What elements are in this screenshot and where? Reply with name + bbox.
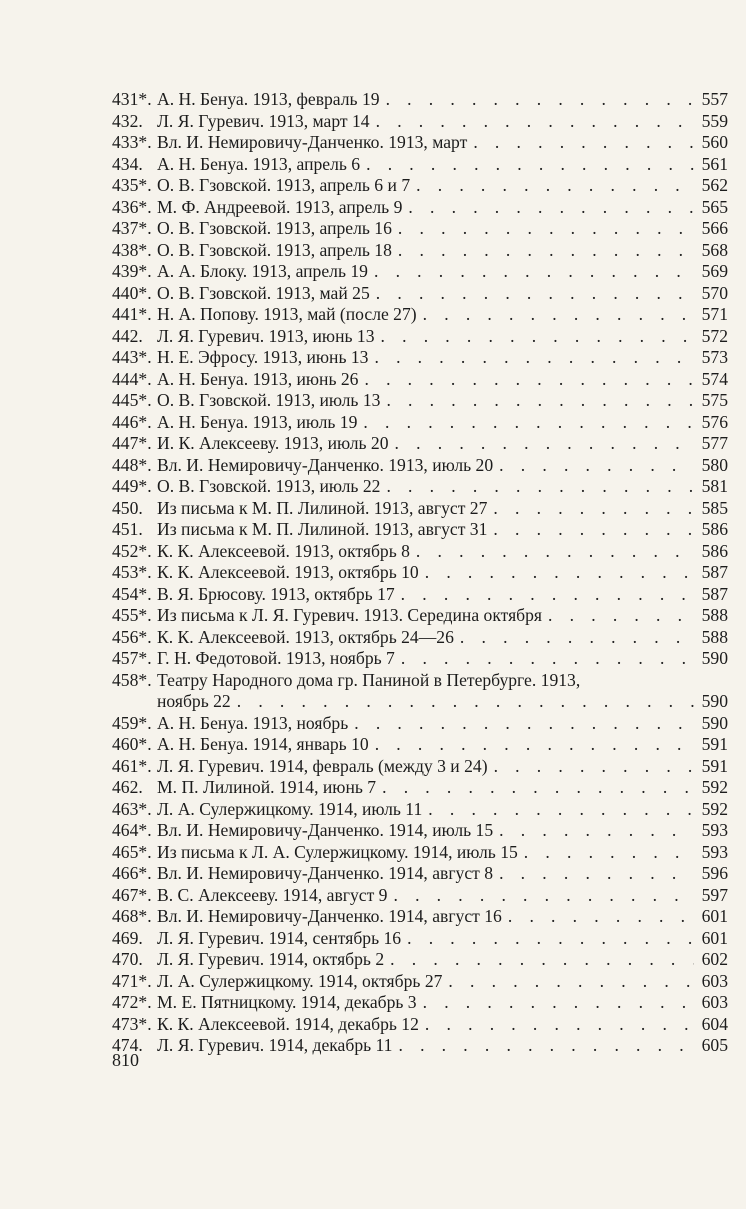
toc-entry xyxy=(112,541,728,563)
toc-entry xyxy=(112,433,728,455)
leader-dots xyxy=(467,132,694,154)
entry-page: 575 xyxy=(701,390,728,410)
entry-page: 603 xyxy=(701,992,728,1012)
leader-dots xyxy=(417,992,694,1014)
entry-text: К. К. Алексеевой. 1913, октябрь 8 xyxy=(157,540,410,561)
leader-dots xyxy=(422,799,694,821)
entry-text: О. В. Гзовской. 1913, апрель 6 и 7 xyxy=(157,175,411,195)
entry-page: 587 xyxy=(701,562,728,582)
entry-text: Н. А. Попову. 1913, май (после 27) xyxy=(157,304,417,324)
leader-dots xyxy=(387,885,694,907)
entry-text: Из письма к Л. Я. Гуревич. 1913. Середина октября xyxy=(157,605,543,625)
toc-entry xyxy=(112,111,728,133)
leader-dots xyxy=(380,390,694,412)
entry-text: М. Ф. Андреевой. 1913, апрель 9 xyxy=(157,196,403,217)
leader-dots xyxy=(419,562,694,584)
entry-text: Л. Я. Гуревич. 1914, сентябрь 16 xyxy=(157,927,402,948)
toc-entry xyxy=(112,885,728,907)
entry-page: 566 xyxy=(701,218,728,238)
entry-text: А. Н. Бенуа. 1913, июнь 26 xyxy=(157,368,359,389)
entry-page: 602 xyxy=(701,949,728,969)
entry-number: 440*. xyxy=(112,282,152,303)
entry-text: В. Я. Брюсову. 1913, октябрь 17 xyxy=(157,583,395,604)
entry-body xyxy=(157,326,694,348)
entry-text: О. В. Гзовской. 1913, июль 22 xyxy=(157,476,381,496)
entry-page: 590 xyxy=(701,691,728,711)
entry-number: 456*. xyxy=(112,626,152,647)
leader-dots xyxy=(375,326,694,348)
entry-number: 443*. xyxy=(112,347,152,367)
toc-entry-multiline xyxy=(112,670,728,713)
entry-text: А. Н. Бенуа. 1913, июль 19 xyxy=(157,411,358,432)
entry-text: Вл. И. Немировичу-Данченко. 1914, июль 15 xyxy=(157,820,494,840)
entry-text-line2: ноябрь 22 xyxy=(157,691,231,711)
entry-body xyxy=(157,111,694,133)
entry-number: 447*. xyxy=(112,433,152,453)
entry-page: 603 xyxy=(701,970,728,991)
toc-entry xyxy=(112,283,728,305)
entry-page: 593 xyxy=(701,820,728,840)
leader-dots xyxy=(392,240,694,262)
entry-body xyxy=(157,605,694,627)
entry-number: 435*. xyxy=(112,175,152,195)
leader-dots xyxy=(380,89,694,111)
entry-body xyxy=(157,261,694,283)
entry-page: 601 xyxy=(701,927,728,948)
toc-entry xyxy=(112,240,728,262)
entry-number: 474. xyxy=(112,1035,143,1055)
entry-body xyxy=(157,562,694,584)
entry-text: К. К. Алексеевой. 1913, октябрь 24—26 xyxy=(157,626,454,647)
entry-page: 565 xyxy=(701,196,728,217)
entries-list-2 xyxy=(112,713,728,1057)
entry-body xyxy=(157,304,694,326)
entry-text: О. В. Гзовской. 1913, май 25 xyxy=(157,282,370,303)
entries-list xyxy=(112,89,728,670)
entry-page: 581 xyxy=(701,476,728,496)
entry-body xyxy=(157,369,694,391)
entry-body xyxy=(157,863,694,885)
leader-dots xyxy=(487,498,694,520)
entry-body xyxy=(157,885,694,907)
entry-page: 605 xyxy=(701,1035,728,1055)
entry-page: 573 xyxy=(701,347,728,367)
leader-dots xyxy=(402,197,694,219)
entry-body xyxy=(157,648,694,670)
leader-dots xyxy=(395,584,694,606)
entry-body xyxy=(157,541,694,563)
entry-number: 455*. xyxy=(112,605,152,625)
entry-number: 436*. xyxy=(112,196,152,217)
entry-text: И. К. Алексееву. 1913, июль 20 xyxy=(157,433,389,453)
entry-text: А. А. Блоку. 1913, апрель 19 xyxy=(157,261,368,281)
leader-dots xyxy=(488,756,694,778)
toc-entry xyxy=(112,992,728,1014)
leader-dots xyxy=(357,412,694,434)
entry-body xyxy=(157,713,694,735)
entry-page: 596 xyxy=(701,863,728,883)
toc-entry xyxy=(112,734,728,756)
entry-page: 592 xyxy=(701,798,728,819)
toc-entry xyxy=(112,326,728,348)
toc-entry xyxy=(112,89,728,111)
leader-dots xyxy=(410,541,694,563)
entry-number: 438*. xyxy=(112,239,152,260)
toc-entry xyxy=(112,928,728,950)
toc-entry xyxy=(112,498,728,520)
entry-number: 460*. xyxy=(112,734,152,754)
entry-number: 448*. xyxy=(112,454,152,475)
entry-number: 434. xyxy=(112,153,143,174)
entry-number: 472*. xyxy=(112,992,152,1012)
entry-page: 587 xyxy=(701,583,728,604)
entry-number: 464*. xyxy=(112,820,152,840)
entry-body xyxy=(157,412,694,434)
entry-number: 468*. xyxy=(112,906,152,926)
toc-entry xyxy=(112,799,728,821)
entry-number: 473*. xyxy=(112,1013,152,1034)
entry-page: 586 xyxy=(701,519,728,539)
entry-number: 445*. xyxy=(112,390,152,410)
toc-entry xyxy=(112,863,728,885)
leader-dots xyxy=(231,691,694,713)
entry-number: 450. xyxy=(112,497,143,518)
entry-number: 470. xyxy=(112,949,143,969)
leader-dots xyxy=(487,519,694,541)
entry-text: М. П. Лилиной. 1914, июнь 7 xyxy=(157,777,377,797)
entry-body xyxy=(157,175,694,197)
entry-number: 446*. xyxy=(112,411,152,432)
toc-entry xyxy=(112,756,728,778)
entry-page: 560 xyxy=(701,132,728,152)
entry-page: 592 xyxy=(701,777,728,797)
toc-entry xyxy=(112,390,728,412)
toc-entry xyxy=(112,1014,728,1036)
entry-page: 588 xyxy=(701,605,728,625)
entry-body xyxy=(157,906,694,928)
entry-page: 591 xyxy=(701,734,728,754)
entry-number: 449*. xyxy=(112,476,152,496)
entry-text: А. Н. Бенуа. 1913, февраль 19 xyxy=(157,89,380,109)
entry-page: 576 xyxy=(701,411,728,432)
entry-body xyxy=(157,992,694,1014)
entry-page: 568 xyxy=(701,239,728,260)
entry-text: Л. Я. Гуревич. 1914, февраль (между 3 и 24) xyxy=(157,755,488,776)
entry-number: 439*. xyxy=(112,261,152,281)
toc-entry xyxy=(112,197,728,219)
leader-dots xyxy=(384,949,694,971)
entry-page: 590 xyxy=(701,712,728,733)
toc-entry xyxy=(112,347,728,369)
entry-page: 562 xyxy=(701,175,728,195)
leader-dots xyxy=(395,648,694,670)
entry-page: 569 xyxy=(701,261,728,281)
toc-entry xyxy=(112,949,728,971)
toc-entry xyxy=(112,777,728,799)
entry-body xyxy=(157,476,694,498)
leader-dots xyxy=(493,863,694,885)
entry-page: 593 xyxy=(701,841,728,862)
leader-dots xyxy=(368,347,694,369)
toc-entry xyxy=(112,906,728,928)
leader-dots xyxy=(454,627,694,649)
entry-text: Л. А. Сулержицкому. 1914, июль 11 xyxy=(157,798,423,819)
toc-entry xyxy=(112,154,728,176)
toc-entry xyxy=(112,842,728,864)
leader-dots xyxy=(392,1035,694,1057)
entry-text: Из письма к М. П. Лилиной. 1913, август 27 xyxy=(157,497,488,518)
entry-number: 469. xyxy=(112,927,143,948)
entry-text: Л. Я. Гуревич. 1914, октябрь 2 xyxy=(157,949,385,969)
entry-text: Л. Я. Гуревич. 1914, декабрь 11 xyxy=(157,1035,393,1055)
entry-body xyxy=(157,799,694,821)
entry-body xyxy=(157,971,694,993)
entry-body xyxy=(157,89,694,111)
toc-entry xyxy=(112,584,728,606)
entry-page: 580 xyxy=(701,454,728,475)
entry-text: О. В. Гзовской. 1913, апрель 18 xyxy=(157,239,392,260)
entry-body xyxy=(157,777,694,799)
entry-body xyxy=(157,949,694,971)
entry-page: 577 xyxy=(701,433,728,453)
entry-body xyxy=(157,455,694,477)
entry-number: 444*. xyxy=(112,368,152,389)
entry-body xyxy=(157,928,694,950)
leader-dots xyxy=(419,1014,694,1036)
leader-dots xyxy=(502,906,694,928)
entry-number: 441*. xyxy=(112,304,152,324)
entry-page: 570 xyxy=(701,282,728,303)
toc-entry xyxy=(112,820,728,842)
entry-text: Л. А. Сулержицкому. 1914, октябрь 27 xyxy=(157,970,443,991)
leader-dots xyxy=(542,605,694,627)
leader-dots xyxy=(518,842,694,864)
entry-body xyxy=(157,218,694,240)
toc-entry xyxy=(112,562,728,584)
entry-number: 452*. xyxy=(112,540,152,561)
entry-page: 572 xyxy=(701,325,728,346)
entry-number: 457*. xyxy=(112,648,152,668)
entry-number: 432. xyxy=(112,110,143,131)
entry-body xyxy=(157,519,694,541)
leader-dots xyxy=(376,777,694,799)
leader-dots xyxy=(401,928,694,950)
entry-number: 466*. xyxy=(112,863,152,883)
entry-body xyxy=(157,842,694,864)
entry-text: Н. Е. Эфросу. 1913, июнь 13 xyxy=(157,347,369,367)
leader-dots xyxy=(370,283,694,305)
leader-dots xyxy=(392,218,694,240)
entry-page: 557 xyxy=(701,89,728,109)
entry-number: 459*. xyxy=(112,712,152,733)
entry-number: 453*. xyxy=(112,562,152,582)
entry-text: А. Н. Бенуа. 1913, ноябрь xyxy=(157,712,349,733)
toc-entry xyxy=(112,519,728,541)
leader-dots xyxy=(358,369,694,391)
entry-text: Л. Я. Гуревич. 1913, март 14 xyxy=(157,110,370,131)
toc-entry xyxy=(112,132,728,154)
entry-text: Вл. И. Немировичу-Данченко. 1913, июль 20 xyxy=(157,454,494,475)
entry-number: 442. xyxy=(112,325,143,346)
entry-number: 431*. xyxy=(112,89,152,109)
entry-text: Вл. И. Немировичу-Данченко. 1914, август 16 xyxy=(157,906,502,926)
entry-page: 574 xyxy=(701,368,728,389)
toc-entry xyxy=(112,648,728,670)
entry-text: К. К. Алексеевой. 1914, декабрь 12 xyxy=(157,1013,419,1034)
leader-dots xyxy=(348,713,694,735)
toc-entry xyxy=(112,261,728,283)
entry-page: 561 xyxy=(701,153,728,174)
entry-number: 463*. xyxy=(112,798,152,819)
entry-body xyxy=(157,627,694,649)
table-of-contents xyxy=(112,89,728,1057)
page-number: 810 xyxy=(112,1050,139,1070)
toc-entry xyxy=(112,605,728,627)
entry-text: Из письма к М. П. Лилиной. 1913, август 31 xyxy=(157,519,488,539)
entry-text: Из письма к Л. А. Сулержицкому. 1914, июль 15 xyxy=(157,841,518,862)
entry-page: 559 xyxy=(701,110,728,131)
entry-page: 585 xyxy=(701,497,728,518)
entry-page: 571 xyxy=(701,304,728,324)
entry-body xyxy=(157,433,694,455)
toc-entry xyxy=(112,369,728,391)
toc-entry xyxy=(112,627,728,649)
entry-text: В. С. Алексееву. 1914, август 9 xyxy=(157,884,388,905)
toc-entry xyxy=(112,218,728,240)
entry-number: 461*. xyxy=(112,755,152,776)
entry-body xyxy=(157,498,694,520)
entry-number: 462. xyxy=(112,777,143,797)
leader-dots xyxy=(389,433,694,455)
entry-number: 465*. xyxy=(112,841,152,862)
entry-body xyxy=(157,154,694,176)
entry-number: 451. xyxy=(112,519,143,539)
entry-body xyxy=(157,734,694,756)
entry-body xyxy=(157,132,694,154)
toc-entry xyxy=(112,175,728,197)
entry-text-line1: Театру Народного дома гр. Паниной в Петербурге. 1913, xyxy=(157,669,581,690)
entry-page: 597 xyxy=(701,884,728,905)
entry-text: М. Е. Пятницкому. 1914, декабрь 3 xyxy=(157,992,417,1012)
entry-number: 471*. xyxy=(112,970,152,991)
entry-text: О. В. Гзовской. 1913, апрель 16 xyxy=(157,218,392,238)
leader-dots xyxy=(410,175,694,197)
toc-entry xyxy=(112,304,728,326)
leader-dots xyxy=(493,455,694,477)
entry-text: Г. Н. Федотовой. 1913, ноябрь 7 xyxy=(157,648,395,668)
entry-text: К. К. Алексеевой. 1913, октябрь 10 xyxy=(157,562,419,582)
toc-entry xyxy=(112,455,728,477)
toc-entry xyxy=(112,713,728,735)
entry-page: 586 xyxy=(701,540,728,561)
entry-body xyxy=(157,820,694,842)
entry-body xyxy=(157,240,694,262)
entry-body xyxy=(157,390,694,412)
entry-text: А. Н. Бенуа. 1913, апрель 6 xyxy=(157,153,361,174)
entry-body xyxy=(157,584,694,606)
leader-dots xyxy=(370,111,694,133)
leader-dots xyxy=(369,734,694,756)
toc-entry xyxy=(112,971,728,993)
entry-page: 588 xyxy=(701,626,728,647)
entry-text: Вл. И. Немировичу-Данченко. 1914, август 8 xyxy=(157,863,494,883)
entry-number: 454*. xyxy=(112,583,152,604)
entry-body xyxy=(157,756,694,778)
entry-body xyxy=(157,283,694,305)
entry-number: 458*. xyxy=(112,669,152,690)
entry-page: 590 xyxy=(701,648,728,668)
entry-text: Л. Я. Гуревич. 1913, июнь 13 xyxy=(157,325,375,346)
entry-body xyxy=(157,1035,694,1057)
entry-number: 467*. xyxy=(112,884,152,905)
leader-dots xyxy=(368,261,694,283)
leader-dots xyxy=(417,304,694,326)
leader-dots xyxy=(493,820,694,842)
toc-entry xyxy=(112,476,728,498)
entry-number: 437*. xyxy=(112,218,152,238)
entry-number: 433*. xyxy=(112,132,152,152)
leader-dots xyxy=(380,476,694,498)
entry-text: О. В. Гзовской. 1913, июль 13 xyxy=(157,390,381,410)
entry-body xyxy=(157,347,694,369)
entry-text: А. Н. Бенуа. 1914, январь 10 xyxy=(157,734,369,754)
entry-body xyxy=(157,197,694,219)
entry-page: 601 xyxy=(701,906,728,926)
leader-dots xyxy=(360,154,694,176)
entry-text: Вл. И. Немировичу-Данченко. 1913, март xyxy=(157,132,468,152)
toc-entry xyxy=(112,1035,728,1057)
entry-body xyxy=(157,1014,694,1036)
toc-entry xyxy=(112,412,728,434)
entry-page: 604 xyxy=(701,1013,728,1034)
leader-dots xyxy=(442,971,694,993)
entry-page: 591 xyxy=(701,755,728,776)
